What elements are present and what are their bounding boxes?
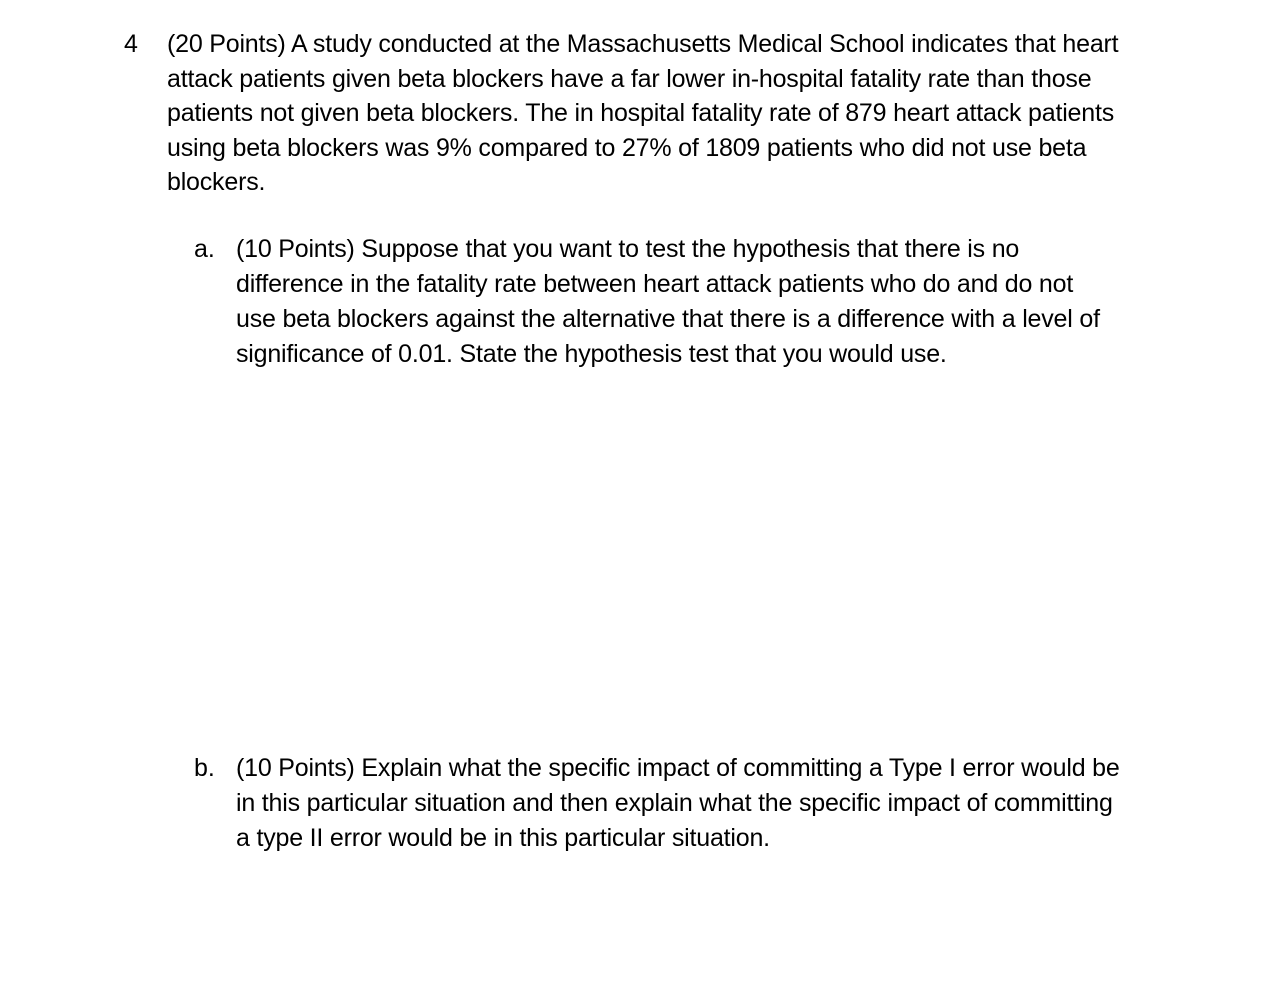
part-b-line: in this particular situation and then explain what the specific impact of committing: [236, 789, 1113, 817]
question-line: using beta blockers was 9% compared to 27% of 1809 patients who did not use beta: [167, 133, 1087, 162]
question-line: (20 Points) A study conducted at the Massachusetts Medical School indicates that heart: [167, 30, 1119, 58]
part-a-line: difference in the fatality rate between heart attack patients who do and do not: [236, 270, 1074, 298]
part-a-line: significance of 0.01. State the hypothesis test that you would use.: [236, 340, 947, 368]
part-a-line: (10 Points) Suppose that you want to test the hypothesis that there is no: [236, 235, 1020, 263]
question-text: [167, 27, 1207, 200]
part-b-line: (10 Points) Explain what the specific impact of committing a Type I error would be: [236, 754, 1120, 782]
part-b-text: [236, 751, 1206, 856]
question-line: attack patients given beta blockers have a far lower in-hospital fatality rate than those: [167, 64, 1092, 93]
part-b-marker: b.: [194, 754, 215, 782]
question-line: patients not given beta blockers. The in hospital fatality rate of 879 heart attack patients: [167, 99, 1115, 127]
question-number: 4: [124, 30, 138, 58]
question-line: blockers.: [167, 168, 266, 196]
part-a-text: [236, 232, 1206, 372]
part-a-line: use beta blockers against the alternative that there is a difference with a level of: [236, 305, 1100, 333]
part-a-marker: a.: [194, 235, 215, 263]
part-b-line: a type II error would be in this particular situation.: [236, 824, 770, 852]
